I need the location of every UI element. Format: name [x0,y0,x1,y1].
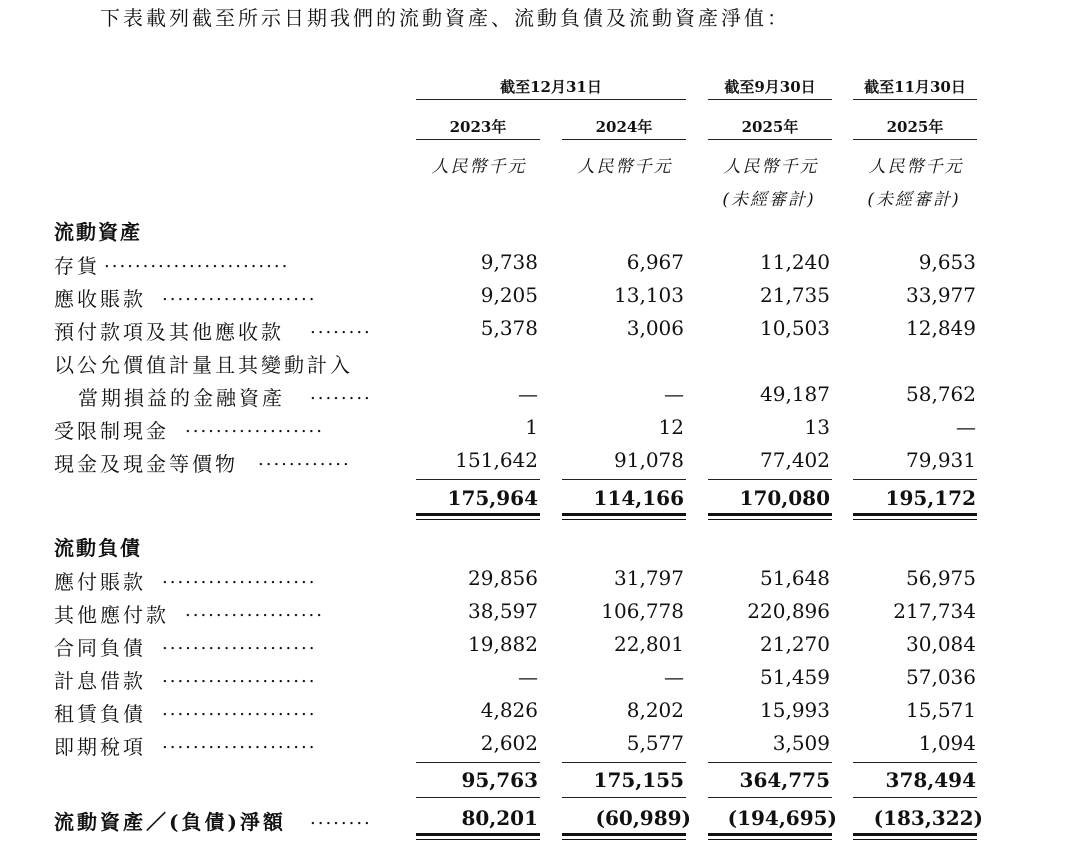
row-leader-dots: .................... [162,633,317,654]
year-2025-sep: 2025年 [741,118,799,136]
cell-value: 6,967 [626,250,684,274]
row-leader-dots: .................. [185,600,324,621]
cell-value: 79,931 [906,448,976,472]
header-group-sep30: 截至9月30日 [724,78,816,96]
cell-value: 9,738 [480,250,538,274]
subtotal-rule [416,762,540,763]
cell-value: 56,975 [906,566,976,590]
cell-value: 106,778 [601,599,684,623]
cell-value: 9,205 [480,283,538,307]
year-rule [708,139,832,140]
net-double-rule [708,833,832,840]
cell-value: — [664,665,684,689]
cell-value: 33,977 [906,283,976,307]
year-2024: 2024年 [595,118,653,136]
net-value: 80,201 [461,806,538,830]
row-label: 其他應付款 [54,603,169,627]
cell-value: 217,734 [893,599,976,623]
row-leader-dots: .................... [162,666,317,687]
total-double-rule [853,513,977,520]
unaudited-label: (未經審計) [867,190,961,210]
subtotal-rule [416,479,540,480]
cell-value: 10,503 [760,316,830,340]
year-rule [562,139,686,140]
net-value: (60,989) [595,806,691,830]
cell-value: 11,240 [760,250,830,274]
total-double-rule [562,513,686,520]
cell-value: 151,642 [455,448,538,472]
row-label: 應付賬款 [54,570,146,594]
year-rule [416,139,540,140]
subtotal-rule [562,762,686,763]
cell-value: 91,078 [614,448,684,472]
row-label: 計息借款 [54,669,146,693]
cell-value: 49,187 [760,382,830,406]
cell-value: — [518,382,538,406]
cell-value: 31,797 [614,566,684,590]
subtotal-rule [708,479,832,480]
cell-value: 21,270 [760,632,830,656]
row-leader-dots: ........ [310,808,372,829]
row-label: 受限制現金 [54,419,169,443]
section-title-current-liabilities: 流動負債 [54,536,142,560]
year-2025-nov: 2025年 [886,118,944,136]
header-rule [853,99,977,100]
subtotal-rule [708,762,832,763]
total-value: 175,155 [593,768,684,792]
header-group-dec31: 截至12月31日 [500,78,602,96]
cell-value: 13,103 [614,283,684,307]
cell-value: 51,459 [760,665,830,689]
cell-value: 12,849 [906,316,976,340]
cell-value: 1,094 [918,731,976,755]
cell-value: 15,993 [760,698,830,722]
cell-value: 57,036 [906,665,976,689]
net-value: (183,322) [873,806,983,830]
unit-label: 人民幣千元 [431,157,527,177]
subtotal-rule [708,797,832,798]
row-label: 應收賬款 [54,287,146,311]
subtotal-rule [853,762,977,763]
year-2023: 2023年 [449,118,507,136]
unit-label: 人民幣千元 [868,157,964,177]
cell-value: 5,577 [626,731,684,755]
row-label-continued: 當期損益的金融資產 [78,386,285,410]
cell-value: 15,571 [906,698,976,722]
unit-label: 人民幣千元 [577,157,673,177]
cell-value: 9,653 [918,250,976,274]
cell-value: 8,202 [626,698,684,722]
intro-text: 下表載列截至所示日期我們的流動資產、流動負債及流動資產淨值： [100,6,790,30]
subtotal-rule [562,797,686,798]
row-leader-dots: .................... [162,699,317,720]
cell-value: 1 [525,415,538,439]
net-label: 流動資產／(負債)淨額 [54,810,286,834]
row-leader-dots: .................. [185,416,324,437]
row-leader-dots: .................... [162,284,317,305]
row-label: 租賃負債 [54,702,146,726]
subtotal-rule [416,797,540,798]
total-value: 170,080 [739,486,830,510]
year-rule [853,139,977,140]
total-double-rule [708,513,832,520]
cell-value: 21,735 [760,283,830,307]
total-double-rule [416,513,540,520]
cell-value: 77,402 [760,448,830,472]
subtotal-rule [562,479,686,480]
total-value: 114,166 [593,486,684,510]
row-label: 預付款項及其他應收款 [54,320,284,344]
row-leader-dots: .................... [162,567,317,588]
cell-value: 22,801 [614,632,684,656]
row-label: 現金及現金等價物 [54,452,238,476]
row-leader-dots: ........ [310,383,372,404]
total-value: 175,964 [447,486,538,510]
subtotal-rule [853,797,977,798]
net-double-rule [562,833,686,840]
row-leader-dots: .................... [162,732,317,753]
total-value: 378,494 [885,768,976,792]
cell-value: 58,762 [906,382,976,406]
unaudited-label: (未經審計) [722,190,816,210]
cell-value: 5,378 [480,316,538,340]
cell-value: 3,006 [626,316,684,340]
unit-label: 人民幣千元 [723,157,819,177]
cell-value: 38,597 [468,599,538,623]
cell-value: 12 [658,415,684,439]
section-title-current-assets: 流動資產 [54,220,142,244]
header-group-nov30: 截至11月30日 [864,78,966,96]
cell-value: 13 [804,415,830,439]
row-leader-dots: ........ [310,317,372,338]
cell-value: 51,648 [760,566,830,590]
cell-value: 29,856 [468,566,538,590]
row-leader-dots: ............ [258,449,351,470]
header-rule [708,99,832,100]
total-value: 195,172 [885,486,976,510]
cell-value: — [956,415,976,439]
row-label: 即期稅項 [54,735,146,759]
cell-value: 4,826 [480,698,538,722]
total-value: 95,763 [461,768,538,792]
net-double-rule [853,833,977,840]
cell-value: — [518,665,538,689]
subtotal-rule [853,479,977,480]
row-label: 以公允價值計量且其變動計入 [54,353,353,377]
net-double-rule [416,833,540,840]
header-rule [416,99,686,100]
cell-value: 3,509 [772,731,830,755]
cell-value: 220,896 [747,599,830,623]
cell-value: 2,602 [480,731,538,755]
net-value: (194,695) [727,806,837,830]
total-value: 364,775 [739,768,830,792]
row-label: 存貨 [54,254,100,278]
row-leader-dots: ........................ [104,251,290,272]
cell-value: 19,882 [468,632,538,656]
cell-value: — [664,382,684,406]
row-label: 合同負債 [54,636,146,660]
cell-value: 30,084 [906,632,976,656]
